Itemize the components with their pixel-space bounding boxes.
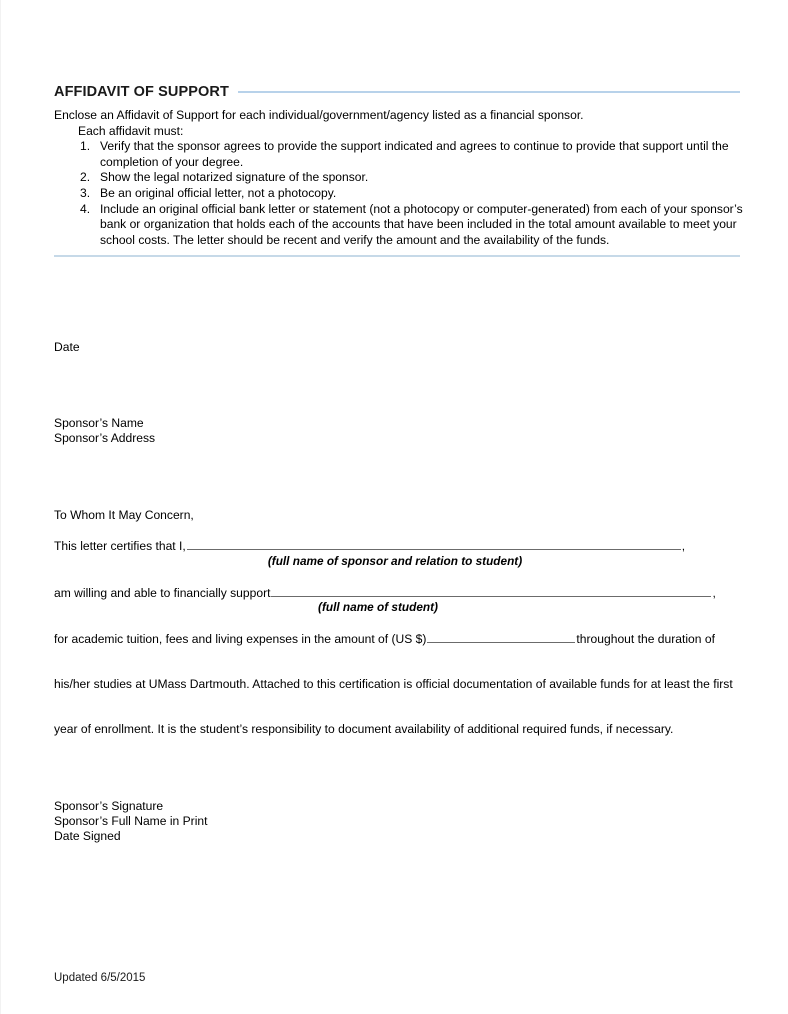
sponsor-address-label: Sponsor’s Address (54, 431, 156, 445)
date-label: Date (54, 340, 80, 354)
requirements-list (54, 139, 744, 248)
page-edge (0, 0, 1, 1014)
certify-suffix-text: , (681, 539, 686, 553)
willing-prefix-text: am willing and able to financially support (54, 586, 271, 600)
intro-lead-text: Enclose an Affidavit of Support for each individual/government/agency listed as a financial sponsor. (54, 108, 584, 122)
list-item-text: Verify that the sponsor agrees to provide the support indicated and agrees to continue to provide that support until the completion of your degree. (100, 139, 729, 169)
sponsor-name-label: Sponsor’s Name (54, 416, 144, 430)
footer-updated-text: Updated 6/5/2015 (54, 972, 146, 984)
salutation-text: To Whom It May Concern, (54, 508, 194, 522)
list-item-number: 3. (80, 185, 91, 200)
studies-paragraph: his/her studies at UMass Dartmouth. Attached to this certification is official documentation of available funds for at least the first (54, 677, 733, 691)
amount-line (54, 631, 715, 648)
list-item-text: Be an original official letter, not a photocopy. (100, 185, 337, 200)
list-item (54, 202, 744, 249)
list-item-text: Show the legal notarized signature of the sponsor. (100, 170, 369, 185)
willing-suffix-text: , (712, 586, 716, 600)
list-item (54, 139, 744, 170)
list-item (54, 170, 744, 186)
sponsor-name-blank[interactable] (187, 538, 681, 550)
page-title-text: AFFIDAVIT OF SUPPORT (54, 84, 229, 100)
heading-divider (238, 91, 740, 93)
enrollment-paragraph: year of enrollment. It is the student’s responsibility to document availability of additional required funds, if necessary. (54, 722, 674, 736)
list-item (54, 186, 744, 202)
student-name-blank-caption: (full name of student) (318, 600, 438, 614)
list-item-number: 2. (80, 170, 91, 185)
section-divider (54, 255, 740, 257)
intro-sub-text: Each affidavit must: (78, 123, 184, 138)
amount-suffix-text: throughout the duration of (576, 632, 715, 646)
page-title (54, 84, 740, 100)
list-item-number: 4. (80, 201, 91, 216)
list-item-number: 1. (80, 139, 91, 154)
amount-prefix-text: for academic tuition, fees and living expenses in the amount of (US $) (54, 632, 427, 646)
list-item-text: Include an original official bank letter or statement (not a photocopy or computer-generated) from each of your sponsor’s bank or organization that holds each of the accounts that have been included in the total amount available to meet your school costs. The letter should be recent and verify the amount and the availability of the funds. (100, 201, 743, 247)
certify-line (54, 538, 754, 555)
date-signed-label: Date Signed (54, 829, 121, 843)
intro-section (54, 108, 744, 248)
certify-prefix-text: This letter certifies that I, (54, 539, 186, 553)
sponsor-printed-name-label: Sponsor’s Full Name in Print (54, 814, 208, 828)
sponsor-signature-label: Sponsor’s Signature (54, 799, 164, 813)
amount-blank[interactable] (427, 631, 575, 643)
sponsor-name-blank-caption: (full name of sponsor and relation to student) (267, 554, 523, 568)
student-name-blank[interactable] (271, 585, 711, 597)
